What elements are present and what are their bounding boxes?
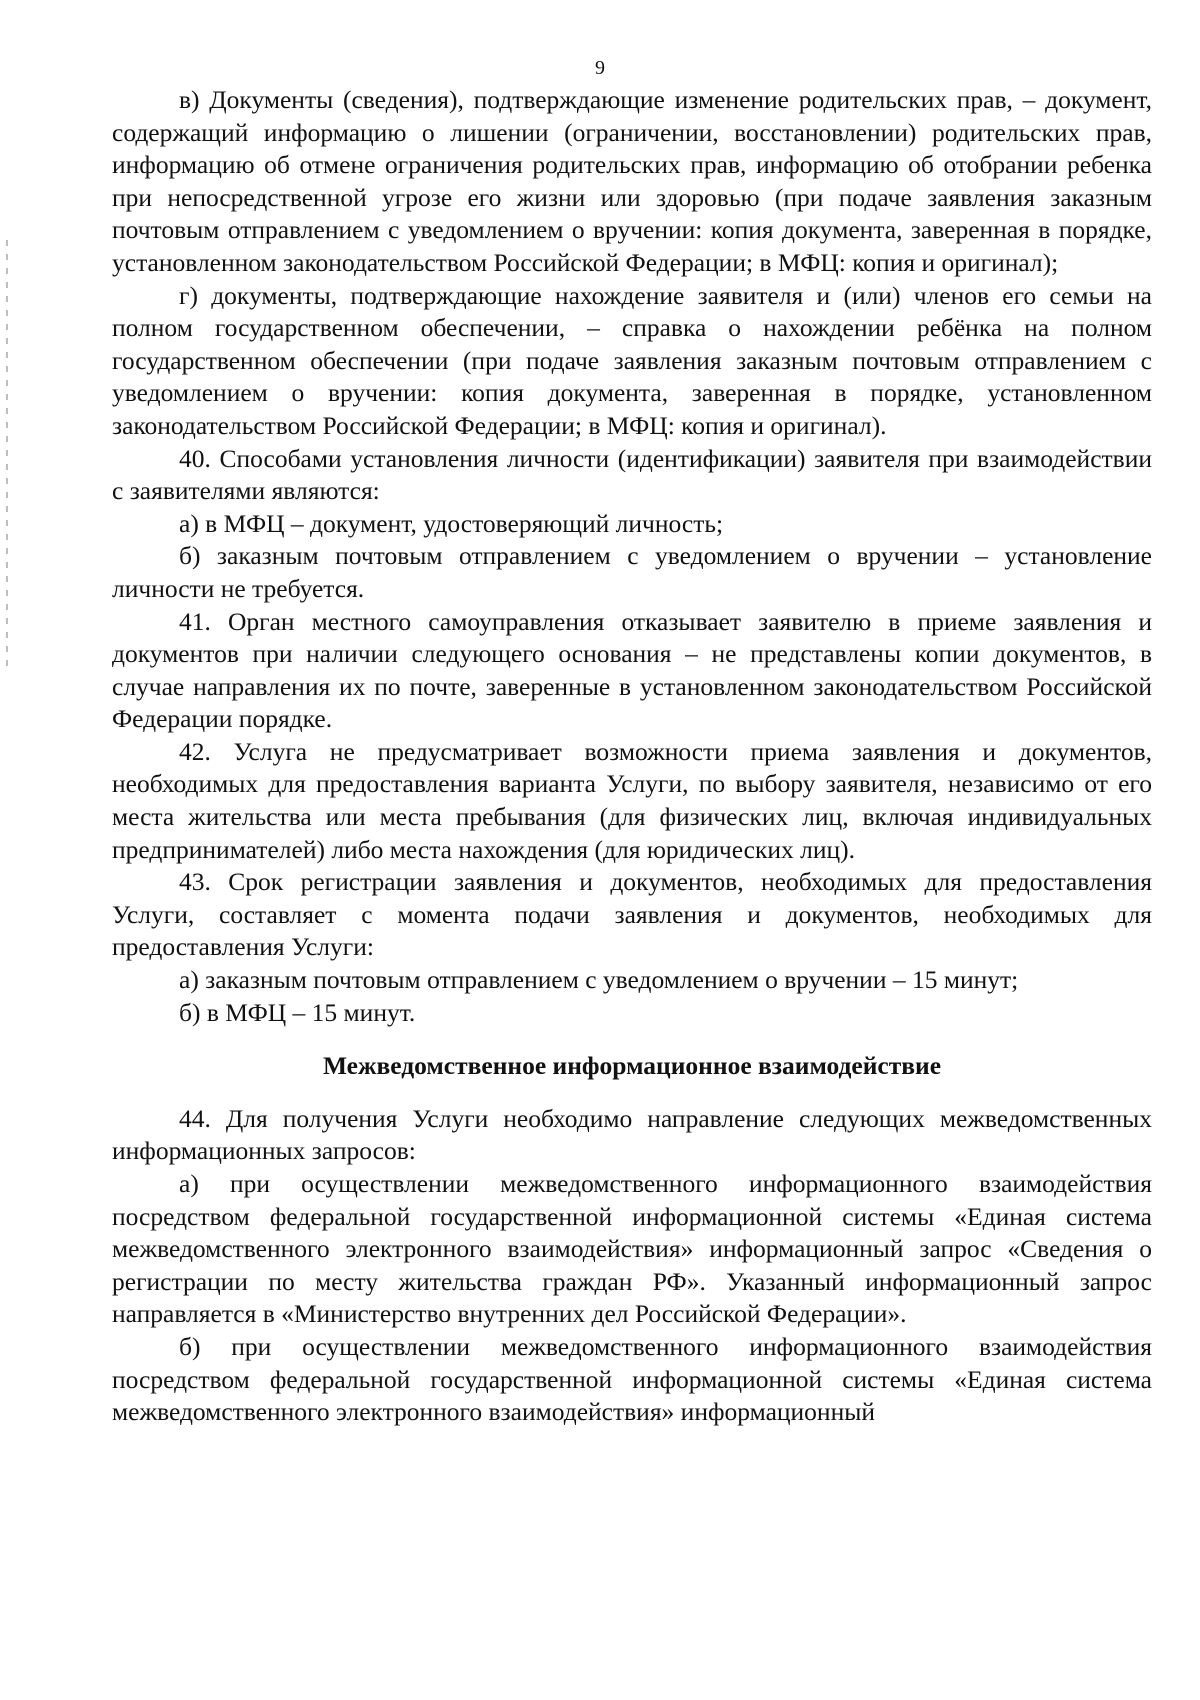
scan-edge-artifact bbox=[6, 240, 8, 670]
page-number: 9 bbox=[595, 57, 605, 79]
paragraph-v-documents: в) Документы (сведения), подтверждающие изменение родительских прав, – документ, содержащий информацию о лишении (ограничении, восстановлении) родительских прав, информацию об отмене ограничения родительских прав, информацию об отобрании ребенка при непосредственной угрозе его жизни или здоровью (при подаче заявления заказным почтовым отправлением с уведомлением о вручении: копия документа, заверенная в порядке, установленном законодательством Российской Федерации; в МФЦ: копия и оригинал); bbox=[112, 85, 1152, 277]
paragraph-40-a: а) в МФЦ – документ, удостоверяющий личность; bbox=[179, 508, 724, 538]
paragraph-43: 43. Срок регистрации заявления и документов, необходимых для предоставления Услуги, составляет с момента подачи заявления и документов, необходимых для предоставления Услуги: bbox=[112, 867, 1152, 962]
paragraph-44-a: а) при осуществлении межведомственного информационного взаимодействия посредством федеральной государственной информационной системы «Единая система межведомственного электронного взаимодействия» информационный запрос «Сведения о регистрации по месту жительства граждан РФ». Указанный информационный запрос направляется в «Министерство внутренних дел Российской Федерации». bbox=[112, 1169, 1152, 1329]
paragraph-g-documents: г) документы, подтверждающие нахождение заявителя и (или) членов его семьи на полном государственном обеспечении, – справка о нахождении ребёнка на полном государственном обеспечении (при подаче заявления заказным почтовым отправлением с уведомлением о вручении: копия документа, заверенная в порядке, установленном законодательством Российской Федерации; в МФЦ: копия и оригинал). bbox=[112, 280, 1152, 440]
paragraph-43-a: а) заказным почтовым отправлением с уведомлением о вручении – 15 минут; bbox=[179, 965, 1019, 995]
section-heading: Межведомственное информационное взаимодействие bbox=[322, 1051, 942, 1081]
paragraph-44: 44. Для получения Услуги необходимо направление следующих межведомственных информационных запросов: bbox=[112, 1103, 1152, 1166]
paragraph-40: 40. Способами установления личности (идентификации) заявителя при взаимодействии с заявителями являются: bbox=[112, 443, 1152, 506]
document-body bbox=[112, 84, 1152, 1429]
paragraph-42: 42. Услуга не предусматривает возможности приема заявления и документов, необходимых для предоставления варианта Услуги, по выбору заявителя, независимо от его места жительства или места пребывания (для физических лиц, включая индивидуальных предпринимателей) либо места нахождения (для юридических лиц). bbox=[112, 736, 1152, 864]
paragraph-43-b: б) в МФЦ – 15 минут. bbox=[179, 997, 416, 1027]
paragraph-40-b: б) заказным почтовым отправлением с уведомлением о вручении – установление личности не требуется. bbox=[112, 541, 1152, 603]
paragraph-41: 41. Орган местного самоуправления отказывает заявителю в приеме заявления и документов при наличии следующего основания – не представлены копии документов, в случае направления их по почте, заверенные в установленном законодательством Российской Федерации порядке. bbox=[112, 606, 1152, 734]
paragraph-44-b: б) при осуществлении межведомственного информационного взаимодействия посредством федеральной государственной информационной системы «Единая система межведомственного электронного взаимодействия» информационный bbox=[112, 1331, 1152, 1427]
